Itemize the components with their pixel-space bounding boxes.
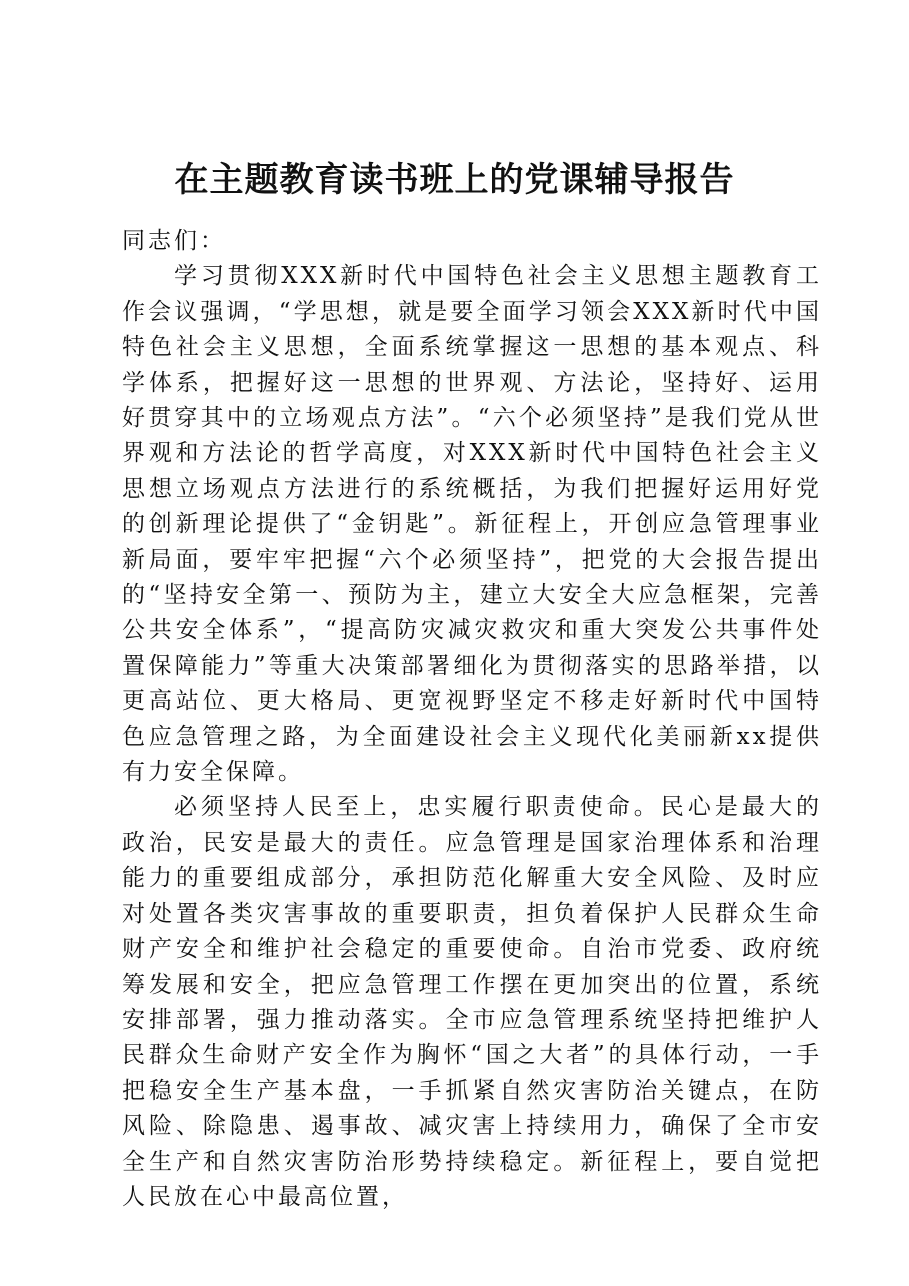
document-title: 在主题教育读书班上的党课辅导报告 — [174, 160, 735, 200]
document-body — [122, 224, 822, 1215]
salutation: 同志们： — [122, 228, 226, 254]
paragraph: 学习贯彻XXX新时代中国特色社会主义思想主题教育工作会议强调，“学思想，就是要全面学习领会XXX新时代中国特色社会主义思想，全面系统掌握这一思想的基本观点、科学体系，把握好这一思想的世界观、方法论，坚持好、运用好贯穿其中的立场观点方法”。“六个必须坚持”是我们党从世界观和方法论的哲学高度，对XXX新时代中国特色社会主义思想立场观点方法进行的系统概括，为我们把握好运用好党的创新理论提供了“金钥匙”。新征程上，开创应急管理事业新局面，要牢牢把握“六个必须坚持”，把党的大会报告提出的“坚持安全第一、预防为主，建立大安全大应急框架，完善公共安全体系”，“提高防灾减灾救灾和重大突发公共事件处置保障能力”等重大决策部署细化为贯彻落实的思路举措，以更高站位、更大格局、更宽视野坚定不移走好新时代中国特色应急管理之路，为全面建设社会主义现代化美丽新xx提供有力安全保障。 — [122, 263, 822, 786]
paragraph: 必须坚持人民至上，忠实履行职责使命。民心是最大的政治，民安是最大的责任。应急管理是国家治理体系和治理能力的重要组成部分，承担防范化解重大安全风险、及时应对处置各类灾害事故的重要职责，担负着保护人民群众生命财产安全和维护社会稳定的重要使命。自治市党委、政府统筹发展和安全，把应急管理工作摆在更加突出的位置，系统安排部署，强力推动落实。全市应急管理系统坚持把维护人民群众生命财产安全作为胸怀“国之大者”的具体行动，一手把稳安全生产基本盘，一手抓紧自然灾害防治关键点，在防风险、除隐患、遏事故、减灾害上持续用力，确保了全市安全生产和自然灾害防治形势持续稳定。新征程上，要自觉把人民放在心中最高位置， — [122, 794, 822, 1210]
